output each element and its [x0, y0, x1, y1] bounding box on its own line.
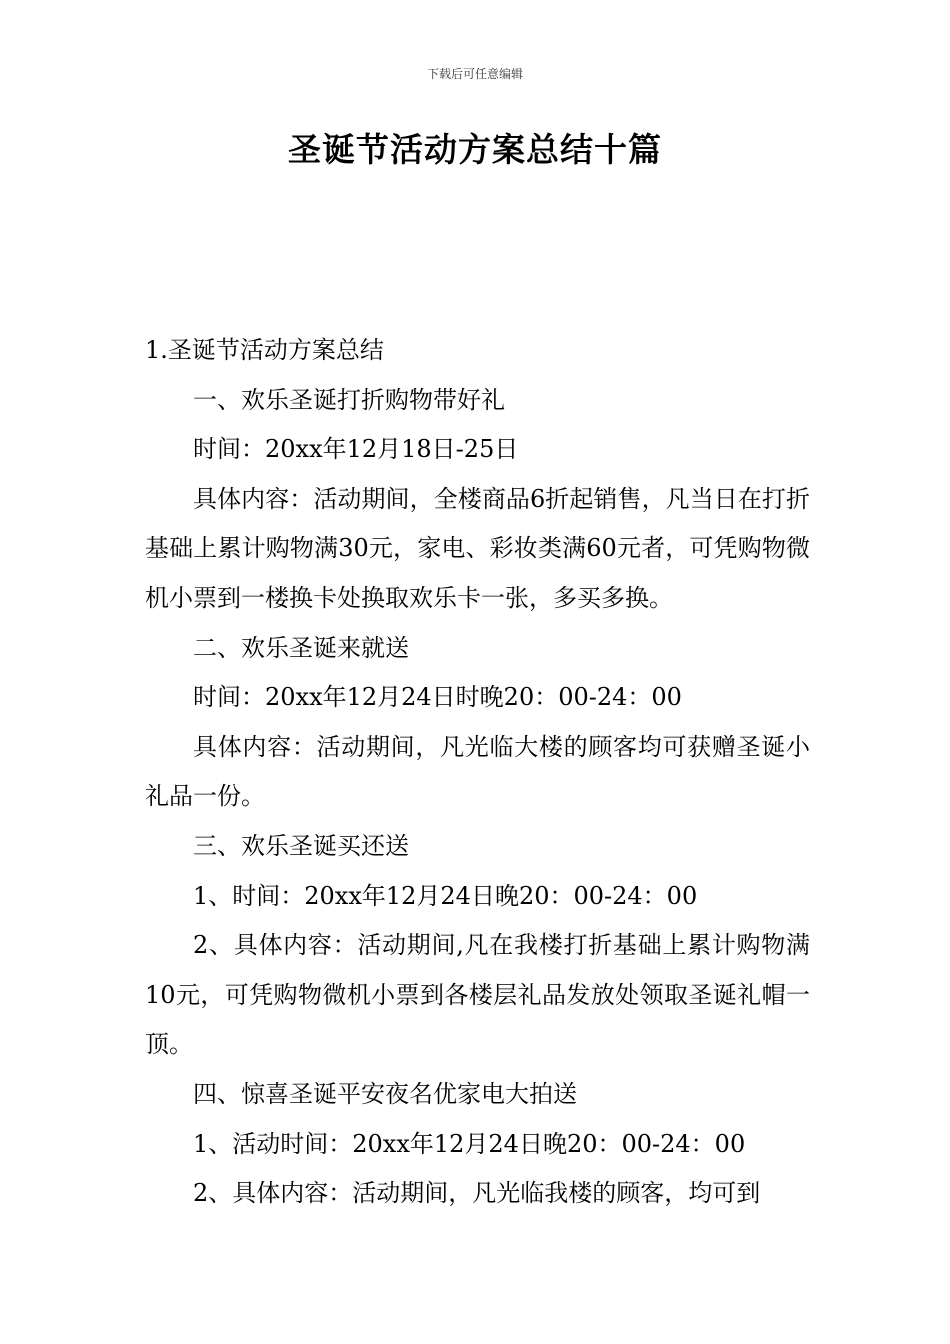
- paragraph: 三、欢乐圣诞买还送: [193, 831, 409, 860]
- document-body: [145, 326, 810, 1219]
- paragraph: 四、惊喜圣诞平安夜名优家电大拍送: [193, 1079, 577, 1108]
- header-note: 下载后可任意编辑: [426, 67, 523, 81]
- paragraph: 时间：20xx年12月24日时晚20：00-24：00: [193, 683, 682, 712]
- paragraph: 1、时间：20xx年12月24日晚20：00-24：00: [193, 881, 698, 910]
- paragraph: 一、欢乐圣诞打折购物带好礼: [193, 385, 505, 414]
- paragraph: 具体内容：活动期间，凡光临大楼的顾客均可获赠圣诞小礼品一份。: [145, 732, 810, 811]
- paragraph: 2、具体内容：活动期间,凡在我楼打折基础上累计购物满10元，可凭购物微机小票到各楼层礼品发放处领取圣诞礼帽一顶。: [145, 931, 810, 1059]
- section-heading: 1.圣诞节活动方案总结: [145, 336, 384, 364]
- document-title: 圣诞节活动方案总结十篇: [288, 130, 662, 169]
- paragraph: 二、欢乐圣诞来就送: [193, 633, 409, 662]
- paragraph: 具体内容：活动期间，全楼商品6折起销售，凡当日在打折基础上累计购物满30元，家电、彩妆类满60元者，可凭购物微机小票到一楼换卡处换取欢乐卡一张，多买多换。: [145, 484, 810, 612]
- paragraph: 1、活动时间：20xx年12月24日晚20：00-24：00: [193, 1129, 746, 1158]
- paragraph: 时间：20xx年12月18日-25日: [193, 435, 519, 464]
- paragraph: 2、具体内容：活动期间，凡光临我楼的顾客，均可到: [193, 1179, 761, 1208]
